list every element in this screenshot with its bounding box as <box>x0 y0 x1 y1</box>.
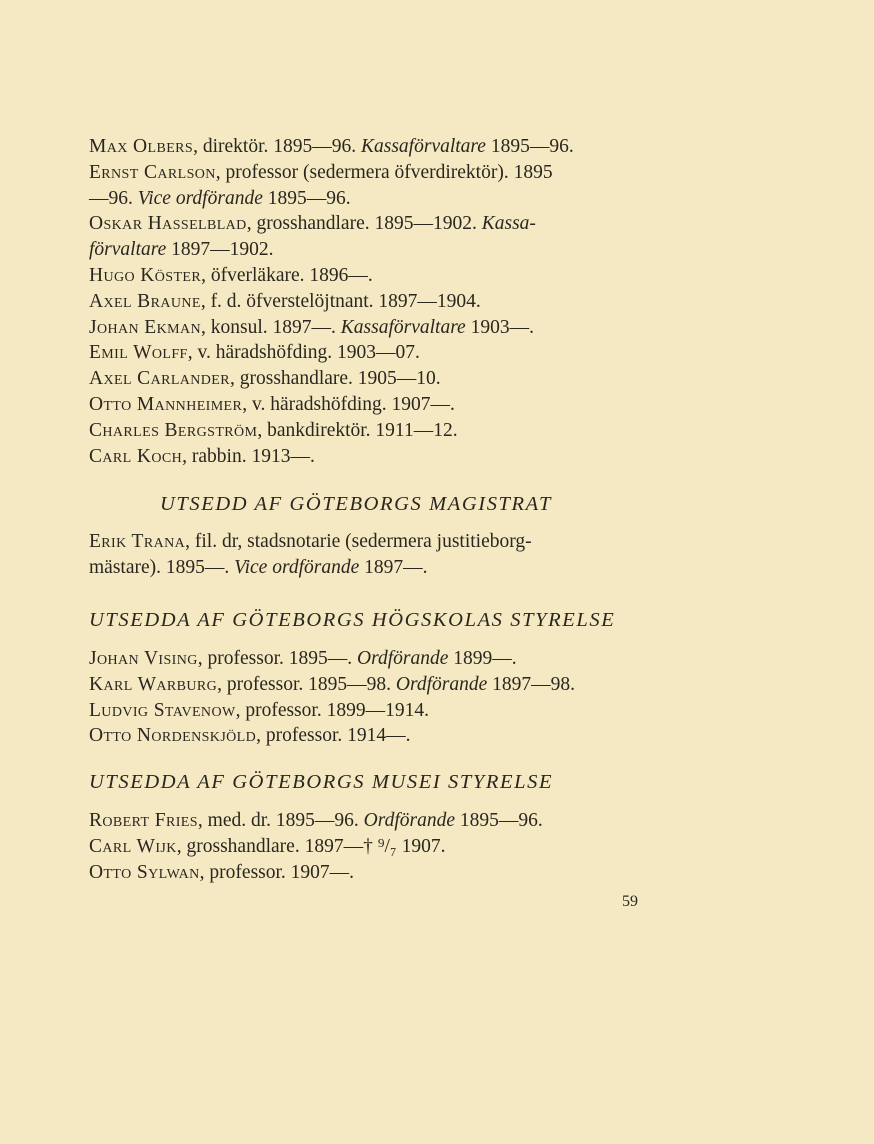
entry-line <box>89 698 649 724</box>
entry-text: , professor. 1895—98. <box>217 673 396 695</box>
entry-role: Kassaförvaltare <box>361 136 486 157</box>
entry-years: 1903—. <box>465 316 534 338</box>
entry-line <box>89 392 649 418</box>
section-heading-hogskola: UTSEDDA AF GÖTEBORGS HÖGSKOLAS STYRELSE <box>89 609 616 631</box>
entry-text: , grosshandlare. 1897—† ⁹/₇ 1907. <box>176 835 446 857</box>
entry-role: Vice ordförande <box>234 556 360 578</box>
entry-years: 1895—96. <box>262 187 351 209</box>
person-name: Otto Nordenskjöld <box>89 725 257 747</box>
entry-text: , professor. 1907—. <box>199 861 355 883</box>
entry-line <box>89 340 649 366</box>
entry-text: , konsul. 1897—. <box>201 316 341 338</box>
entry-role: Kassaförvaltare <box>340 316 466 338</box>
section-hogskola <box>89 646 649 749</box>
entry-line <box>89 860 649 886</box>
entry-years: 1895—96. <box>485 136 574 157</box>
entry-line <box>89 444 649 470</box>
entry-years: 1897—98. <box>487 673 576 695</box>
person-name: Erik Trana <box>89 531 186 552</box>
person-name: Carl Wijk <box>89 835 177 857</box>
entry-line <box>89 808 649 834</box>
person-name: Axel Carlander <box>89 368 230 390</box>
person-name: Charles Bergström <box>89 419 258 441</box>
person-name: Robert Fries <box>89 810 198 831</box>
page-number: 59 <box>622 893 638 910</box>
entry-line <box>89 418 649 444</box>
person-name: Johan Ekman <box>89 316 201 338</box>
entry-text: , professor (sedermera öfverdirektör). 1895 <box>215 161 553 183</box>
entry-line <box>89 289 649 315</box>
entry-text: , direktör. 1895—96. <box>193 136 361 157</box>
entry-line <box>89 160 649 186</box>
section-musei <box>89 808 649 885</box>
person-name: Carl Koch <box>89 445 183 467</box>
entry-text: , öfverläkare. 1896—. <box>201 264 373 286</box>
entry-text: , professor. 1899—1914. <box>235 699 429 721</box>
entry-text: mästare). 1895—. <box>89 556 235 578</box>
entry-text: , professor. 1895—. <box>197 648 358 669</box>
person-name: Otto Mannheimer <box>89 393 243 415</box>
person-name: Hugo Köster <box>89 264 202 286</box>
section-heading-magistrat: UTSEDD AF GÖTEBORGS MAGISTRAT <box>160 493 553 515</box>
person-name: Axel Braune <box>89 290 201 312</box>
person-name: Oskar Hasselblad <box>89 213 247 235</box>
entry-years: 1897—1902. <box>166 239 274 261</box>
entry-text: —96. <box>89 187 138 209</box>
entry-line <box>89 529 649 555</box>
entry-years: 1895—96. <box>455 810 543 831</box>
entry-text: , fil. dr, stadsnotarie (sedermera justitieborg- <box>185 531 532 552</box>
entry-line <box>89 186 649 212</box>
person-name: Ernst Carlson <box>89 161 216 183</box>
entry-line <box>89 834 649 860</box>
entry-line <box>89 646 649 672</box>
person-name: Karl Warburg <box>89 673 218 695</box>
section-members-list <box>89 134 649 469</box>
entry-role: Ordförande <box>395 673 488 695</box>
entry-role: Ordförande <box>363 810 456 831</box>
entry-line <box>89 366 649 392</box>
entry-line <box>89 723 649 749</box>
entry-text: , professor. 1914—. <box>256 725 411 747</box>
entry-line <box>89 237 649 263</box>
entry-line <box>89 315 649 341</box>
entry-years: 1897—. <box>359 556 428 578</box>
entry-role: Vice ordförande <box>137 187 263 209</box>
entry-text: , grosshandlare. 1895—1902. <box>246 213 482 235</box>
entry-line <box>89 672 649 698</box>
entry-role: Kassa- <box>481 213 536 235</box>
entry-text: , v. häradshöfding. 1907—. <box>242 393 455 415</box>
entry-role: Ordförande <box>357 648 449 669</box>
section-magistrat <box>89 529 649 581</box>
entry-text: , v. häradshöfding. 1903—07. <box>187 342 420 364</box>
entry-line <box>89 555 649 581</box>
entry-role: förvaltare <box>89 239 167 261</box>
entry-line <box>89 134 649 160</box>
section-heading-musei: UTSEDDA AF GÖTEBORGS MUSEI STYRELSE <box>89 771 554 793</box>
entry-years: 1899—. <box>448 648 517 669</box>
person-name: Johan Vising <box>89 648 198 669</box>
person-name: Emil Wolff <box>89 342 188 364</box>
person-name: Otto Sylwan <box>89 861 200 883</box>
entry-line <box>89 211 649 237</box>
entry-text: , grosshandlare. 1905—10. <box>230 368 441 390</box>
entry-text: , med. dr. 1895—96. <box>197 810 364 831</box>
entry-line <box>89 263 649 289</box>
entry-text: , rabbin. 1913—. <box>182 445 315 467</box>
person-name: Ludvig Stavenow <box>89 699 236 721</box>
entry-text: , f. d. öfverstelöjtnant. 1897—1904. <box>200 290 481 312</box>
person-name: Max Olbers <box>89 136 194 157</box>
entry-text: , bankdirektör. 1911—12. <box>257 419 458 441</box>
